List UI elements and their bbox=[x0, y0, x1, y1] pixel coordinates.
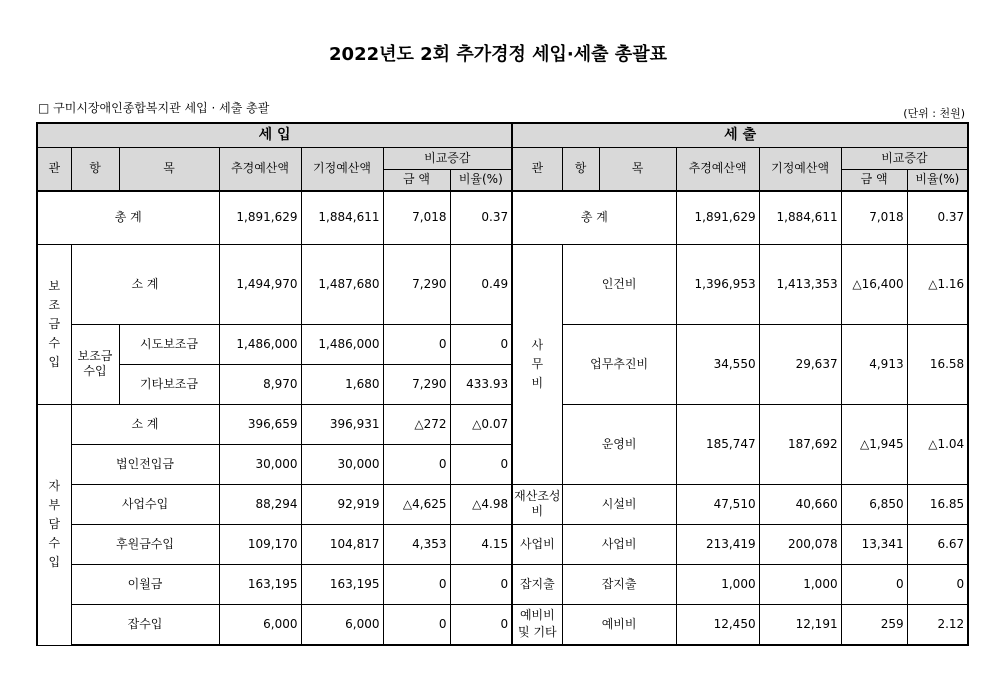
expense-gwan: 사업비 bbox=[512, 524, 562, 564]
expense-row-amount: 6,850 bbox=[841, 484, 907, 524]
expense-gwan: 재산조성비 bbox=[512, 484, 562, 524]
income-row-ratio: △4.98 bbox=[450, 484, 512, 524]
page-title: 2022년도 2회 추가경정 세입·세출 총괄표 bbox=[329, 44, 667, 65]
income-row-gijeong: 163,195 bbox=[301, 564, 383, 604]
expense-row-label: 인건비 bbox=[562, 244, 676, 324]
expense-row-label: 예비비 bbox=[562, 604, 676, 645]
income-row-ratio: 433.93 bbox=[450, 364, 512, 404]
income-total-chugyeong: 1,891,629 bbox=[219, 191, 301, 244]
income-jabu-subtotal-label: 소 계 bbox=[71, 404, 219, 444]
income-jabu-subtotal-amount: △272 bbox=[383, 404, 450, 444]
income-row-gijeong: 1,680 bbox=[301, 364, 383, 404]
income-header-gijeong: 기정예산액 bbox=[301, 147, 383, 191]
income-row-chugyeong: 88,294 bbox=[219, 484, 301, 524]
income-hang-bojo: 보조금수입 bbox=[71, 324, 119, 404]
income-header-hang: 항 bbox=[71, 147, 119, 191]
income-bojo-subtotal-gijeong: 1,487,680 bbox=[301, 244, 383, 324]
expense-row-amount: 4,913 bbox=[841, 324, 907, 404]
expense-row-label: 잡지출 bbox=[562, 564, 676, 604]
expense-row-gijeong: 12,191 bbox=[759, 604, 841, 645]
income-row-amount: 0 bbox=[383, 324, 450, 364]
income-row-label: 시도보조금 bbox=[119, 324, 219, 364]
expense-row-amount: △1,945 bbox=[841, 404, 907, 484]
expense-row-gijeong: 200,078 bbox=[759, 524, 841, 564]
income-row-label: 이월금 bbox=[71, 564, 219, 604]
income-total-amount: 7,018 bbox=[383, 191, 450, 244]
expense-row-gijeong: 29,637 bbox=[759, 324, 841, 404]
expense-row-gijeong: 1,000 bbox=[759, 564, 841, 604]
income-total-label: 총 계 bbox=[37, 191, 219, 244]
income-row-amount: △4,625 bbox=[383, 484, 450, 524]
income-row-amount: 0 bbox=[383, 564, 450, 604]
expense-row-label: 시설비 bbox=[562, 484, 676, 524]
expense-row-gijeong: 1,413,353 bbox=[759, 244, 841, 324]
expense-row-ratio: △1.16 bbox=[907, 244, 968, 324]
income-row-gijeong: 6,000 bbox=[301, 604, 383, 645]
expense-header-chugyeong: 추경예산액 bbox=[676, 147, 759, 191]
expense-gwan: 예비비 및 기타 bbox=[512, 604, 562, 645]
income-header-chugyeong: 추경예산액 bbox=[219, 147, 301, 191]
income-row-amount: 0 bbox=[383, 444, 450, 484]
income-bojo-subtotal-label: 소 계 bbox=[71, 244, 219, 324]
expense-row-label: 운영비 bbox=[562, 404, 676, 484]
expense-header-bigyo: 비교증감 bbox=[841, 147, 968, 169]
income-total-gijeong: 1,884,611 bbox=[301, 191, 383, 244]
unit-label: (단위 : 천원) bbox=[903, 107, 965, 120]
expense-row-ratio: 2.12 bbox=[907, 604, 968, 645]
expense-row-chugyeong: 213,419 bbox=[676, 524, 759, 564]
income-row-gijeong: 92,919 bbox=[301, 484, 383, 524]
income-gwan-bojo: 보 조 금 수 입 bbox=[37, 244, 71, 404]
expense-gwan: 잡지출 bbox=[512, 564, 562, 604]
income-row-gijeong: 30,000 bbox=[301, 444, 383, 484]
expense-header-ratio: 비율(%) bbox=[907, 169, 968, 191]
expense-row-ratio: 16.58 bbox=[907, 324, 968, 404]
income-row-chugyeong: 163,195 bbox=[219, 564, 301, 604]
expense-total-ratio: 0.37 bbox=[907, 191, 968, 244]
income-bojo-subtotal-ratio: 0.49 bbox=[450, 244, 512, 324]
income-row-label: 기타보조금 bbox=[119, 364, 219, 404]
income-row-amount: 0 bbox=[383, 604, 450, 645]
expense-row-amount: 13,341 bbox=[841, 524, 907, 564]
table-subtitle: □ 구미시장애인종합복지관 세입 · 세출 총괄 bbox=[38, 101, 270, 115]
expense-total-label: 총 계 bbox=[512, 191, 676, 244]
income-section-header: 세 입 bbox=[37, 123, 512, 147]
expense-row-gijeong: 40,660 bbox=[759, 484, 841, 524]
expense-row-chugyeong: 1,000 bbox=[676, 564, 759, 604]
income-row-chugyeong: 8,970 bbox=[219, 364, 301, 404]
expense-row-ratio: 6.67 bbox=[907, 524, 968, 564]
expense-total-gijeong: 1,884,611 bbox=[759, 191, 841, 244]
expense-row-chugyeong: 34,550 bbox=[676, 324, 759, 404]
expense-row-chugyeong: 47,510 bbox=[676, 484, 759, 524]
expense-row-gijeong: 187,692 bbox=[759, 404, 841, 484]
income-jabu-subtotal-gijeong: 396,931 bbox=[301, 404, 383, 444]
expense-row-label: 사업비 bbox=[562, 524, 676, 564]
income-total-ratio: 0.37 bbox=[450, 191, 512, 244]
expense-total-amount: 7,018 bbox=[841, 191, 907, 244]
expense-total-chugyeong: 1,891,629 bbox=[676, 191, 759, 244]
income-row-gijeong: 1,486,000 bbox=[301, 324, 383, 364]
expense-row-ratio: 0 bbox=[907, 564, 968, 604]
expense-row-amount: 0 bbox=[841, 564, 907, 604]
income-header-mok: 목 bbox=[119, 147, 219, 191]
income-row-ratio: 0 bbox=[450, 444, 512, 484]
expense-row-chugyeong: 185,747 bbox=[676, 404, 759, 484]
expense-row-label: 업무추진비 bbox=[562, 324, 676, 404]
expense-row-chugyeong: 12,450 bbox=[676, 604, 759, 645]
income-row-ratio: 4.15 bbox=[450, 524, 512, 564]
income-row-chugyeong: 30,000 bbox=[219, 444, 301, 484]
expense-gwan-samu: 사 무 비 bbox=[512, 244, 562, 484]
income-bojo-subtotal-amount: 7,290 bbox=[383, 244, 450, 324]
expense-header-gwan: 관 bbox=[512, 147, 562, 191]
income-row-label: 후원금수입 bbox=[71, 524, 219, 564]
income-bojo-subtotal-chugyeong: 1,494,970 bbox=[219, 244, 301, 324]
expense-header-gijeong: 기정예산액 bbox=[759, 147, 841, 191]
income-jabu-subtotal-chugyeong: 396,659 bbox=[219, 404, 301, 444]
income-jabu-subtotal-ratio: △0.07 bbox=[450, 404, 512, 444]
income-row-amount: 4,353 bbox=[383, 524, 450, 564]
income-row-amount: 7,290 bbox=[383, 364, 450, 404]
budget-summary-table bbox=[36, 122, 969, 646]
income-gwan-jabu: 자 부 담 수 입 bbox=[37, 404, 71, 645]
income-row-ratio: 0 bbox=[450, 564, 512, 604]
income-header-ratio: 비율(%) bbox=[450, 169, 512, 191]
expense-row-chugyeong: 1,396,953 bbox=[676, 244, 759, 324]
income-row-label: 잡수입 bbox=[71, 604, 219, 645]
income-row-chugyeong: 109,170 bbox=[219, 524, 301, 564]
income-row-label: 법인전입금 bbox=[71, 444, 219, 484]
expense-header-amount: 금 액 bbox=[841, 169, 907, 191]
income-row-chugyeong: 6,000 bbox=[219, 604, 301, 645]
income-row-gijeong: 104,817 bbox=[301, 524, 383, 564]
income-header-bigyo: 비교증감 bbox=[383, 147, 512, 169]
expense-section-header: 세 출 bbox=[512, 123, 968, 147]
income-row-ratio: 0 bbox=[450, 324, 512, 364]
expense-header-hang: 항 bbox=[562, 147, 599, 191]
income-row-ratio: 0 bbox=[450, 604, 512, 645]
expense-header-mok: 목 bbox=[599, 147, 676, 191]
income-header-gwan: 관 bbox=[37, 147, 71, 191]
income-row-label: 사업수입 bbox=[71, 484, 219, 524]
expense-row-ratio: △1.04 bbox=[907, 404, 968, 484]
expense-row-ratio: 16.85 bbox=[907, 484, 968, 524]
expense-row-amount: 259 bbox=[841, 604, 907, 645]
income-row-chugyeong: 1,486,000 bbox=[219, 324, 301, 364]
expense-row-amount: △16,400 bbox=[841, 244, 907, 324]
income-header-amount: 금 액 bbox=[383, 169, 450, 191]
